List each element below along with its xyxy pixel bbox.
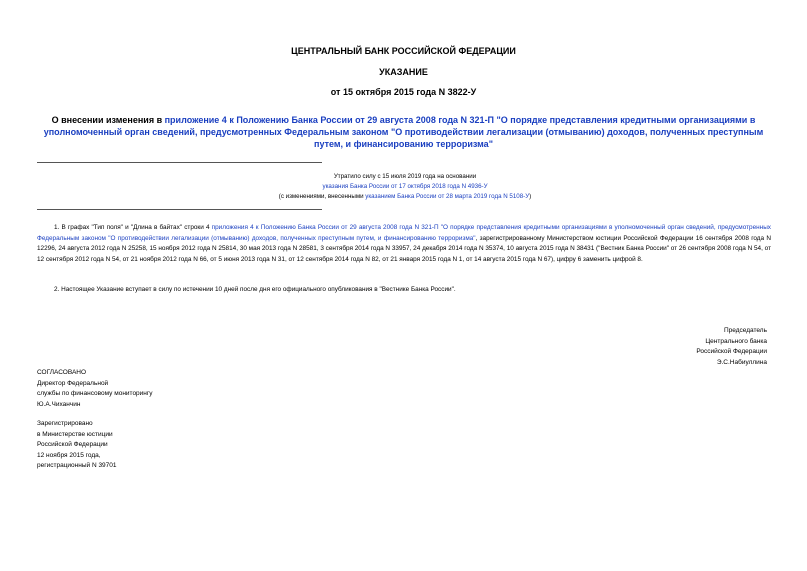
divider-bottom	[37, 209, 322, 210]
signature-line-3: Российской Федерации	[696, 348, 767, 355]
agreed-line-4: Ю.А.Чиханчин	[37, 400, 81, 408]
status-note-link-1[interactable]: указания Банка России от 17 октября 2018 года N 4936-У	[322, 183, 488, 190]
registered-line-1: Зарегистрировано	[37, 420, 93, 427]
registered-line-4: 12 ноября 2015 года,	[37, 451, 101, 459]
subject-link[interactable]: приложение 4 к Положению Банка России от 29 августа 2008 года N 321-П "О порядке представления кредитными организациями в уполномоченный орган сведений, предусмотренных Федеральным законом "О противодействии легализации (отмыванию) доходов, полученных преступным путем, и финансированию терроризма"	[43, 115, 764, 149]
agreed-line-1: СОГЛАСОВАНО	[37, 369, 87, 376]
registered-line-2: в Министерстве юстиции	[37, 430, 113, 438]
signature-line-2: Центрального банка	[705, 337, 767, 345]
document-date-number: от 15 октября 2015 года N 3822-У	[330, 87, 477, 97]
signature-line-4: Э.С.Набиуллина	[716, 358, 767, 366]
agreed-line-3: службы по финансовому мониторингу	[37, 390, 153, 397]
status-note	[180, 172, 630, 202]
agreed-line-2: Директор Федеральной	[37, 379, 109, 387]
signature-block	[696, 326, 767, 368]
status-note-link-2[interactable]: указанием Банка России от 28 марта 2019 года N 5108-У	[365, 193, 530, 200]
status-note-line1: Утратило силу с 15 июля 2019 года на основании	[333, 173, 477, 180]
issuer-title: ЦЕНТРАЛЬНЫЙ БАНК РОССИЙСКОЙ ФЕДЕРАЦИИ	[291, 46, 516, 56]
agreed-block	[37, 368, 153, 410]
paragraph-1-prefix: 1. В графах "Тип поля" и "Длина в байтах" строки 4	[54, 224, 212, 231]
registered-line-5: регистрационный N 39701	[37, 462, 117, 469]
status-note-prefix: (с изменениями, внесенными	[278, 193, 366, 200]
divider-top	[37, 162, 322, 163]
paragraph-1-suffix: , зарегистрированному Министерством юстиции Российской Федерации 16 сентября 2008 года N 12296, 24 августа 2012 года N 25258, 15 ноября 2012 года N 25814, 30 мая 2013 года N 28581, 3 сентября 2014 года N 33957, 24 декабря 2014 года N 35374, 10 августа 2015 года N 38431 ("Вестник Банка России" от 26 сентября 2008 года N 54, от 12 сентября 2012 года N 54, от 21 ноября 2012 года N 66, от 5 июня 2013 года N 31, от 12 сентября 2014 года N 82, от 21 января 2015 года N 1, от 14 августа 2015 года N 67), цифру 6 заменить цифрой 8.	[37, 234, 772, 263]
registered-block	[37, 419, 117, 472]
paragraph-2: 2. Настоящее Указание вступает в силу по истечении 10 дней после дня его официального опубликования в "Вестнике Банка России".	[54, 286, 456, 293]
signature-line-1: Председатель	[723, 327, 767, 334]
registered-line-3: Российской Федерации	[37, 441, 108, 448]
subject-prefix: О внесении изменения в	[51, 115, 165, 125]
document-type: УКАЗАНИЕ	[379, 67, 428, 77]
document-subject	[40, 114, 767, 150]
paragraph-1-link[interactable]: приложения 4 к Положению Банка России от 29 августа 2008 года N 321-П "О порядке представления кредитными организациями в уполномоченный орган сведений, предусмотренных Федеральным законом "О противодействии легализации (отмыванию) доходов, полученных преступным путем, и финансированию терроризма"	[37, 224, 771, 242]
paragraph-1	[37, 223, 771, 265]
status-note-suffix: )	[529, 193, 532, 200]
